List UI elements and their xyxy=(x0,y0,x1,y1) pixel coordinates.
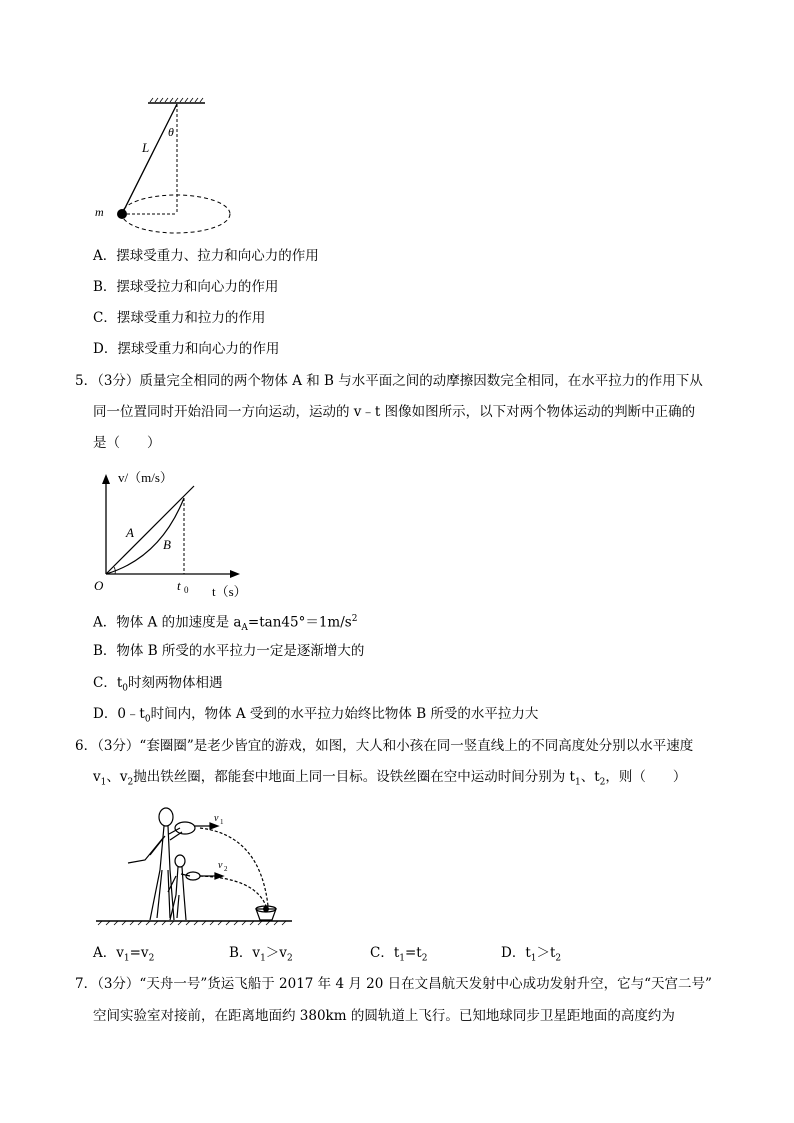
curve-a-label: A xyxy=(126,525,134,540)
q5-option-b: B．物体 B 所受的水平拉力一定是逐渐增大的 xyxy=(93,643,365,659)
graph-origin: O xyxy=(94,578,104,593)
graph-y-label: v/（m/s） xyxy=(118,470,173,485)
q6-stem-line2: $v_1$、$v_2$抛出铁丝圈，都能套中地面上同一目标。设铁丝圈在空中运动时间分别为 $t_1$、$t_2$，则（ ） xyxy=(93,769,687,788)
q6-option-c: C．$t_1=t_2$ xyxy=(370,945,428,964)
q6-option-a: A．$v_1=v_2$ xyxy=(93,945,155,964)
q6-stem-line1: 6．（3分）“套圈圈”是老少皆宜的游戏，如图，大人和小孩在同一竖直线上的不同高度处分别以水平速度 xyxy=(75,738,694,754)
q5-stem-line2: 同一位置同时开始沿同一方向运动，运动的 v﹣t 图像如图所示，以下对两个物体运动的判断中正确的 xyxy=(93,404,696,420)
q4-option-b: B．摆球受拉力和向心力的作用 xyxy=(93,279,279,295)
fig-v1: v xyxy=(214,813,219,824)
fig-v1-sub: 1 xyxy=(220,818,224,826)
q7-stem-line2: 空间实验室对接前，在距离地面约 380km 的圆轨道上飞行。已知地球同步卫星距地面的高度约为 xyxy=(93,1008,675,1024)
q6-option-b: B．$v_1>v_2$ xyxy=(229,945,293,964)
q5-option-a: A．物体 A 的加速度是 $a_A=\tan 45^\circ=1m/s^2$ xyxy=(93,614,358,634)
q4-option-a: A．摆球受重力、拉力和向心力的作用 xyxy=(93,248,319,264)
graph-x-label: t（s） xyxy=(212,584,247,599)
graph-t0-sub: 0 xyxy=(184,585,189,595)
q5-option-c: C．$t_0$时刻两物体相遇 xyxy=(93,675,223,694)
q5-option-d: D．$0﹣t_0$时间内，物体 A 受到的水平拉力始终比物体 B 所受的水平拉力大 xyxy=(93,706,539,725)
label-L: L xyxy=(142,140,150,155)
q5-stem-line3: 是（ ） xyxy=(93,435,161,451)
q7-stem-line1: 7．（3分）“天舟一号”货运飞船于 2017 年 4 月 20 日在文昌航天发射中心成功发射升空，它与“天宫二号” xyxy=(75,976,712,992)
graph-t0: t xyxy=(177,578,181,593)
q6-option-d: D．$t_1>t_2$ xyxy=(501,945,562,964)
fig-v2-sub: 2 xyxy=(224,865,228,873)
q5-stem-line1: 5．（3分）质量完全相同的两个物体 A 和 B 与水平面之间的动摩擦因数完全相同，在水平拉力的作用下从 xyxy=(75,373,703,389)
curve-b-label: B xyxy=(163,537,171,552)
q4-option-d: D．摆球受重力和向心力的作用 xyxy=(93,341,280,357)
q4-option-c: C．摆球受重力和拉力的作用 xyxy=(93,310,266,326)
label-m: m xyxy=(95,205,104,219)
fig-v2: v xyxy=(218,860,223,871)
label-theta: θ xyxy=(168,125,174,139)
